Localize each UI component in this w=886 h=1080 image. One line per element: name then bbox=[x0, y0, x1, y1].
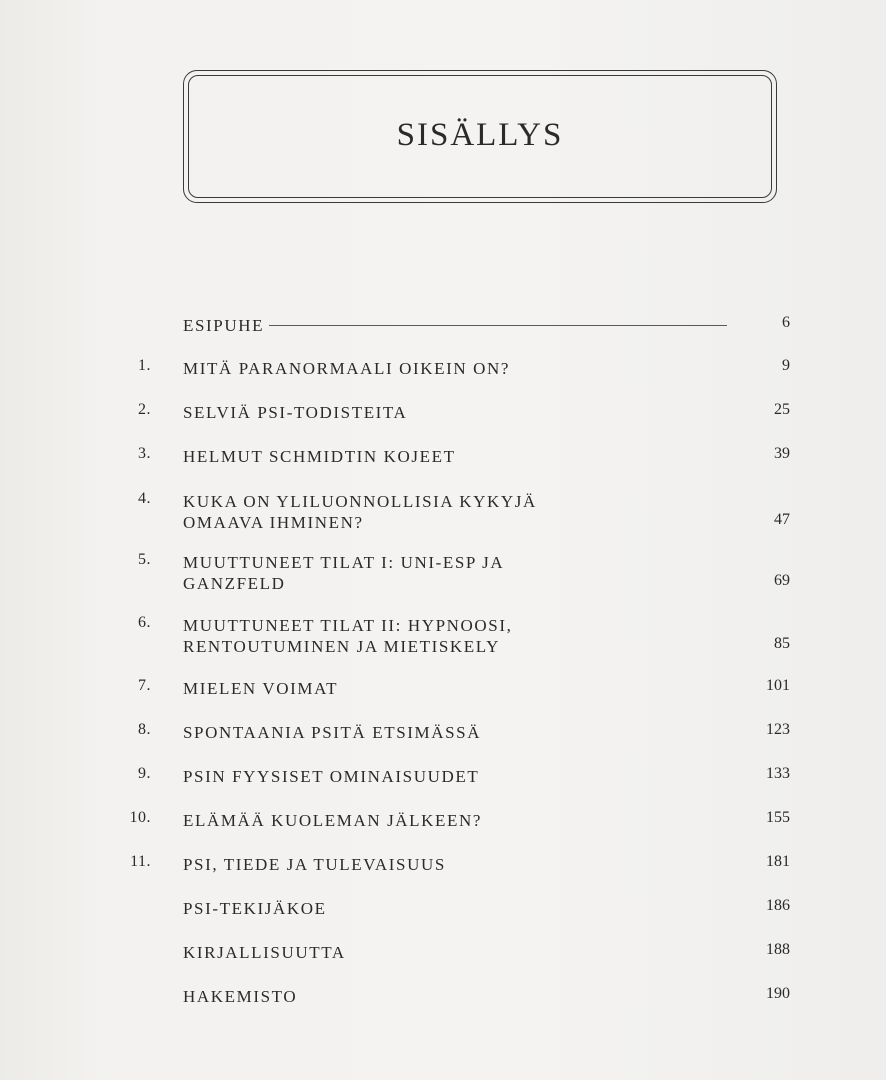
toc-page: 133 bbox=[766, 765, 790, 782]
toc-page: 69 bbox=[774, 572, 790, 589]
toc-number: 9. bbox=[138, 765, 151, 782]
toc-page: 6 bbox=[782, 314, 790, 331]
toc-leader-line bbox=[269, 325, 727, 326]
toc-number: 10. bbox=[129, 809, 151, 826]
toc-page: 181 bbox=[766, 853, 790, 870]
toc-page: 9 bbox=[782, 357, 790, 374]
toc-page: 186 bbox=[766, 897, 790, 914]
toc-title-line2: OMAAVA IHMINEN? bbox=[183, 513, 364, 532]
toc-page: 155 bbox=[766, 809, 790, 826]
toc-page: 47 bbox=[774, 511, 790, 528]
toc-number: 11. bbox=[130, 853, 151, 870]
toc-page: 101 bbox=[766, 677, 790, 694]
toc-title: HAKEMISTO bbox=[183, 987, 298, 1006]
toc-number: 1. bbox=[138, 357, 151, 374]
toc-title: HELMUT SCHMIDTIN KOJEET bbox=[183, 447, 456, 466]
toc-title: MITÄ PARANORMAALI OIKEIN ON? bbox=[183, 359, 511, 378]
toc-page: 188 bbox=[766, 941, 790, 958]
toc-number: 4. bbox=[138, 490, 151, 507]
toc-title: MUUTTUNEET TILAT I: UNI-ESP JA bbox=[183, 553, 505, 572]
toc-number: 3. bbox=[138, 445, 151, 462]
toc-page: 123 bbox=[766, 721, 790, 738]
toc-title: PSI, TIEDE JA TULEVAISUUS bbox=[183, 855, 446, 874]
toc-page: 39 bbox=[774, 445, 790, 462]
toc-number: 2. bbox=[138, 401, 151, 418]
toc-title-line2: RENTOUTUMINEN JA MIETISKELY bbox=[183, 637, 500, 656]
toc-number: 7. bbox=[138, 677, 151, 694]
page-title: SISÄLLYS bbox=[396, 117, 564, 153]
toc-title: ESIPUHE bbox=[183, 316, 265, 335]
toc-title: KIRJALLISUUTTA bbox=[183, 943, 346, 962]
toc-title: PSI-TEKIJÄKOE bbox=[183, 899, 327, 918]
toc-page: 85 bbox=[774, 635, 790, 652]
toc-page: 25 bbox=[774, 401, 790, 418]
toc-title: KUKA ON YLILUONNOLLISIA KYKYJÄ bbox=[183, 492, 537, 511]
toc-number: 6. bbox=[138, 614, 151, 631]
toc-title: SPONTAANIA PSITÄ ETSIMÄSSÄ bbox=[183, 723, 482, 742]
toc-number: 5. bbox=[138, 551, 151, 568]
toc-title: SELVIÄ PSI-TODISTEITA bbox=[183, 403, 408, 422]
toc-title: MUUTTUNEET TILAT II: HYPNOOSI, bbox=[183, 616, 513, 635]
toc-page: 190 bbox=[766, 985, 790, 1002]
toc-title: PSIN FYYSISET OMINAISUUDET bbox=[183, 767, 480, 786]
toc-title: MIELEN VOIMAT bbox=[183, 679, 339, 698]
toc-title-line2: GANZFELD bbox=[183, 574, 286, 593]
toc-title: ELÄMÄÄ KUOLEMAN JÄLKEEN? bbox=[183, 811, 483, 830]
toc-number: 8. bbox=[138, 721, 151, 738]
